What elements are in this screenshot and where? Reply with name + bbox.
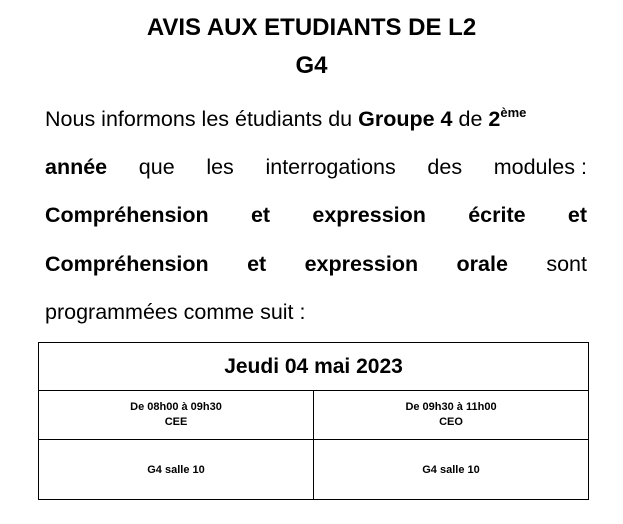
- notice-subtitle-group: G4: [295, 52, 328, 79]
- body-word: que: [138, 155, 175, 179]
- body-line-3: [45, 200, 587, 230]
- slot-time: De 08h00 à 09h30: [130, 401, 222, 413]
- body-word: interrogations: [265, 155, 396, 179]
- body-text: de: [458, 107, 483, 131]
- body-word: et: [567, 203, 587, 227]
- body-word: écrite: [468, 203, 526, 227]
- body-word: Compréhension: [45, 252, 209, 276]
- slot-module: CEE: [164, 416, 188, 428]
- body-word: année: [45, 155, 108, 179]
- body-line-5: programmées comme suit :: [45, 300, 306, 324]
- slot-room: G4 salle 10: [314, 440, 589, 500]
- body-word: et: [250, 203, 271, 227]
- slot-cell: [39, 391, 314, 440]
- body-word: Compréhension: [45, 203, 209, 227]
- body-line-1: [45, 104, 587, 134]
- body-word: des: [427, 155, 463, 179]
- body-word: et: [247, 252, 267, 276]
- notice-title: AVIS AUX ETUDIANTS DE L2: [146, 14, 477, 41]
- schedule-room-row: [39, 440, 589, 500]
- slot-room: G4 salle 10: [39, 440, 314, 500]
- schedule-slot-row: [39, 391, 589, 440]
- body-word: sont: [546, 252, 587, 276]
- schedule-table: [38, 342, 589, 500]
- body-word: orale: [456, 252, 508, 276]
- schedule-date-row: [39, 343, 589, 391]
- year-number: 2: [488, 107, 501, 131]
- body-word: modules :: [493, 155, 587, 179]
- schedule-date: Jeudi 04 mai 2023: [39, 343, 589, 391]
- body-group-emphasis: Groupe 4: [358, 107, 453, 131]
- body-text: Nous informons les étudiants du: [45, 107, 353, 131]
- body-line-2: [45, 152, 587, 182]
- body-word: les: [206, 155, 234, 179]
- slot-time: De 09h30 à 11h00: [405, 401, 497, 413]
- slot-module: CEO: [439, 416, 463, 428]
- body-year-emphasis: [488, 107, 526, 131]
- body-word: expression: [304, 252, 419, 276]
- body-line-4: [45, 249, 587, 279]
- slot-cell: [314, 391, 589, 440]
- year-superscript: ème: [500, 105, 527, 120]
- body-word: expression: [312, 203, 426, 227]
